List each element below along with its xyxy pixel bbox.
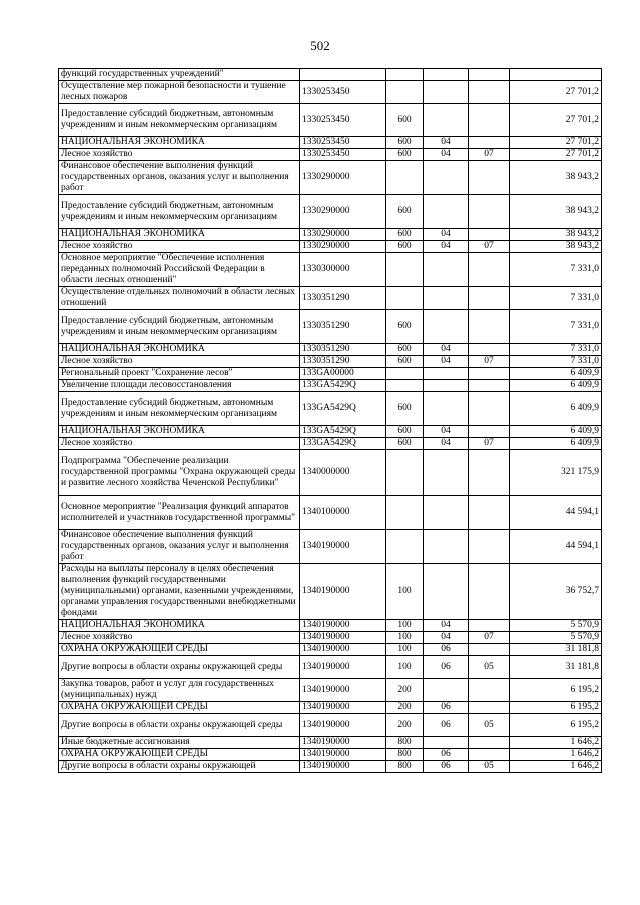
- expense-type-cell: 600: [386, 356, 424, 368]
- subsection-cell: [469, 81, 510, 104]
- table-row: [59, 438, 602, 450]
- table-row: [59, 104, 602, 137]
- expense-name-cell: Расходы на выплаты персоналу в целях обеспечения выполнения функций государственными (муниципальными) органами, казенными учреждениями, органами управления государственными внебюджетными фондами: [59, 564, 300, 620]
- table-row: [59, 679, 602, 702]
- expense-name-cell: Осуществление отдельных полномочий в области лесных отношений: [59, 287, 300, 310]
- expense-name-cell: Лесное хозяйство: [59, 241, 300, 253]
- amount-cell: 7 331,0: [510, 253, 602, 287]
- section-cell: [424, 69, 469, 81]
- subsection-cell: [469, 229, 510, 241]
- section-cell: [424, 564, 469, 620]
- amount-cell: 27 701,2: [510, 104, 602, 137]
- expense-name-cell: НАЦИОНАЛЬНАЯ ЭКОНОМИКА: [59, 137, 300, 149]
- section-cell: [424, 530, 469, 564]
- subsection-cell: 05: [469, 714, 510, 737]
- target-article-cell: 1340190000: [300, 632, 386, 644]
- section-cell: 04: [424, 620, 469, 632]
- table-row: [59, 620, 602, 632]
- expense-name-cell: НАЦИОНАЛЬНАЯ ЭКОНОМИКА: [59, 426, 300, 438]
- expense-name-cell: Подпрограмма "Обеспечение реализации государственной программы "Охрана окружающей среды и развитие лесного хозяйства Чеченской Республики": [59, 450, 300, 496]
- amount-cell: 27 701,2: [510, 149, 602, 161]
- expense-type-cell: 100: [386, 564, 424, 620]
- budget-table: [58, 68, 602, 773]
- target-article-cell: 1330290000: [300, 241, 386, 253]
- budget-table-body: [59, 69, 602, 773]
- target-article-cell: 1330253450: [300, 137, 386, 149]
- subsection-cell: [469, 426, 510, 438]
- subsection-cell: [469, 368, 510, 380]
- amount-cell: 38 943,2: [510, 241, 602, 253]
- expense-type-cell: 100: [386, 644, 424, 656]
- subsection-cell: [469, 137, 510, 149]
- expense-name-cell: Иные бюджетные ассигнования: [59, 737, 300, 749]
- section-cell: [424, 161, 469, 195]
- amount-cell: 6 409,9: [510, 392, 602, 426]
- subsection-cell: [469, 620, 510, 632]
- table-row: [59, 380, 602, 392]
- table-row: [59, 564, 602, 620]
- amount-cell: [510, 69, 602, 81]
- expense-type-cell: 600: [386, 344, 424, 356]
- expense-name-cell: Другие вопросы в области охраны окружающей: [59, 761, 300, 773]
- target-article-cell: 1330300000: [300, 253, 386, 287]
- expense-type-cell: 600: [386, 392, 424, 426]
- table-row: [59, 149, 602, 161]
- table-row: [59, 344, 602, 356]
- expense-type-cell: 200: [386, 714, 424, 737]
- section-cell: 06: [424, 644, 469, 656]
- amount-cell: 27 701,2: [510, 137, 602, 149]
- table-row: [59, 195, 602, 229]
- expense-type-cell: [386, 287, 424, 310]
- amount-cell: 1 646,2: [510, 749, 602, 761]
- section-cell: 04: [424, 426, 469, 438]
- subsection-cell: 07: [469, 356, 510, 368]
- subsection-cell: [469, 496, 510, 530]
- section-cell: [424, 287, 469, 310]
- target-article-cell: [300, 69, 386, 81]
- target-article-cell: 1330351290: [300, 310, 386, 344]
- expense-type-cell: 600: [386, 241, 424, 253]
- table-row: [59, 702, 602, 714]
- expense-type-cell: [386, 450, 424, 496]
- table-row: [59, 81, 602, 104]
- expense-name-cell: функций государственных учреждений": [59, 69, 300, 81]
- section-cell: [424, 450, 469, 496]
- subsection-cell: 05: [469, 656, 510, 679]
- expense-type-cell: 600: [386, 149, 424, 161]
- subsection-cell: [469, 679, 510, 702]
- section-cell: 04: [424, 356, 469, 368]
- expense-type-cell: 800: [386, 749, 424, 761]
- table-row: [59, 644, 602, 656]
- expense-type-cell: 600: [386, 426, 424, 438]
- expense-type-cell: [386, 161, 424, 195]
- target-article-cell: 1340190000: [300, 737, 386, 749]
- amount-cell: 44 594,1: [510, 496, 602, 530]
- subsection-cell: [469, 530, 510, 564]
- expense-type-cell: 600: [386, 310, 424, 344]
- table-row: [59, 356, 602, 368]
- table-row: [59, 737, 602, 749]
- subsection-cell: [469, 644, 510, 656]
- expense-name-cell: Увеличение площади лесовосстановления: [59, 380, 300, 392]
- expense-name-cell: Лесное хозяйство: [59, 632, 300, 644]
- amount-cell: 7 331,0: [510, 310, 602, 344]
- expense-name-cell: НАЦИОНАЛЬНАЯ ЭКОНОМИКА: [59, 229, 300, 241]
- amount-cell: 6 409,9: [510, 380, 602, 392]
- expense-type-cell: 600: [386, 195, 424, 229]
- amount-cell: 5 570,9: [510, 620, 602, 632]
- subsection-cell: [469, 380, 510, 392]
- amount-cell: 6 409,9: [510, 368, 602, 380]
- section-cell: [424, 496, 469, 530]
- table-row: [59, 496, 602, 530]
- expense-name-cell: Лесное хозяйство: [59, 149, 300, 161]
- section-cell: 04: [424, 632, 469, 644]
- section-cell: 04: [424, 229, 469, 241]
- section-cell: 04: [424, 438, 469, 450]
- expense-type-cell: 600: [386, 229, 424, 241]
- target-article-cell: 1330351290: [300, 287, 386, 310]
- expense-name-cell: Другие вопросы в области охраны окружающей среды: [59, 714, 300, 737]
- expense-type-cell: 100: [386, 632, 424, 644]
- target-article-cell: 1340190000: [300, 761, 386, 773]
- table-row: [59, 749, 602, 761]
- table-row: [59, 392, 602, 426]
- section-cell: 04: [424, 344, 469, 356]
- section-cell: 06: [424, 749, 469, 761]
- subsection-cell: [469, 392, 510, 426]
- target-article-cell: 1330253450: [300, 81, 386, 104]
- subsection-cell: 07: [469, 632, 510, 644]
- expense-name-cell: НАЦИОНАЛЬНАЯ ЭКОНОМИКА: [59, 344, 300, 356]
- expense-type-cell: 200: [386, 702, 424, 714]
- target-article-cell: 1340190000: [300, 644, 386, 656]
- expense-name-cell: Основное мероприятие "Обеспечение исполнения переданных полномочий Российской Федерации в области лесных отношений": [59, 253, 300, 287]
- subsection-cell: [469, 161, 510, 195]
- target-article-cell: 1330290000: [300, 195, 386, 229]
- subsection-cell: [469, 564, 510, 620]
- amount-cell: 6 195,2: [510, 702, 602, 714]
- subsection-cell: 07: [469, 438, 510, 450]
- page-number: 502: [310, 38, 330, 53]
- expense-type-cell: [386, 69, 424, 81]
- expense-name-cell: Закупка товаров, работ и услуг для государственных (муниципальных) нужд: [59, 679, 300, 702]
- target-article-cell: 1330351290: [300, 356, 386, 368]
- section-cell: 06: [424, 761, 469, 773]
- table-row: [59, 761, 602, 773]
- expense-type-cell: 100: [386, 620, 424, 632]
- target-article-cell: 1340100000: [300, 496, 386, 530]
- amount-cell: 7 331,0: [510, 287, 602, 310]
- expense-name-cell: Лесное хозяйство: [59, 438, 300, 450]
- expense-name-cell: ОХРАНА ОКРУЖАЮЩЕЙ СРЕДЫ: [59, 644, 300, 656]
- expense-name-cell: ОХРАНА ОКРУЖАЮЩЕЙ СРЕДЫ: [59, 749, 300, 761]
- amount-cell: 38 943,2: [510, 195, 602, 229]
- target-article-cell: 1330290000: [300, 161, 386, 195]
- amount-cell: 1 646,2: [510, 761, 602, 773]
- table-row: [59, 426, 602, 438]
- subsection-cell: [469, 450, 510, 496]
- expense-type-cell: 100: [386, 656, 424, 679]
- amount-cell: 6 195,2: [510, 714, 602, 737]
- target-article-cell: 1340190000: [300, 564, 386, 620]
- expense-name-cell: Лесное хозяйство: [59, 356, 300, 368]
- subsection-cell: [469, 287, 510, 310]
- amount-cell: 6 409,9: [510, 438, 602, 450]
- expense-type-cell: [386, 530, 424, 564]
- amount-cell: 36 752,7: [510, 564, 602, 620]
- target-article-cell: 1340190000: [300, 620, 386, 632]
- expense-type-cell: [386, 368, 424, 380]
- target-article-cell: 133GA5429Q: [300, 438, 386, 450]
- section-cell: [424, 81, 469, 104]
- section-cell: 06: [424, 702, 469, 714]
- section-cell: 04: [424, 149, 469, 161]
- subsection-cell: [469, 737, 510, 749]
- amount-cell: 44 594,1: [510, 530, 602, 564]
- target-article-cell: 1330253450: [300, 149, 386, 161]
- section-cell: 04: [424, 137, 469, 149]
- expense-name-cell: Другие вопросы в области охраны окружающей среды: [59, 656, 300, 679]
- amount-cell: 5 570,9: [510, 632, 602, 644]
- subsection-cell: [469, 749, 510, 761]
- amount-cell: 7 331,0: [510, 344, 602, 356]
- expense-name-cell: ОХРАНА ОКРУЖАЮЩЕЙ СРЕДЫ: [59, 702, 300, 714]
- section-cell: 06: [424, 656, 469, 679]
- expense-type-cell: 600: [386, 137, 424, 149]
- section-cell: [424, 104, 469, 137]
- expense-type-cell: 200: [386, 679, 424, 702]
- table-row: [59, 69, 602, 81]
- section-cell: 04: [424, 241, 469, 253]
- table-row: [59, 530, 602, 564]
- expense-type-cell: [386, 253, 424, 287]
- expense-type-cell: 600: [386, 438, 424, 450]
- section-cell: [424, 380, 469, 392]
- target-article-cell: 1340190000: [300, 749, 386, 761]
- subsection-cell: 07: [469, 241, 510, 253]
- target-article-cell: 1330290000: [300, 229, 386, 241]
- expense-name-cell: Осуществление мер пожарной безопасности и тушение лесных пожаров: [59, 81, 300, 104]
- target-article-cell: 133GA5429Q: [300, 426, 386, 438]
- subsection-cell: [469, 702, 510, 714]
- section-cell: [424, 310, 469, 344]
- table-row: [59, 656, 602, 679]
- expense-type-cell: [386, 380, 424, 392]
- section-cell: [424, 392, 469, 426]
- expense-type-cell: 800: [386, 737, 424, 749]
- amount-cell: 321 175,9: [510, 450, 602, 496]
- section-cell: [424, 737, 469, 749]
- section-cell: [424, 253, 469, 287]
- table-row: [59, 287, 602, 310]
- target-article-cell: 1330253450: [300, 104, 386, 137]
- section-cell: [424, 195, 469, 229]
- table-row: [59, 368, 602, 380]
- expense-name-cell: НАЦИОНАЛЬНАЯ ЭКОНОМИКА: [59, 620, 300, 632]
- expense-name-cell: Предоставление субсидий бюджетным, автономным учреждениям и иным некоммерческим организациям: [59, 195, 300, 229]
- target-article-cell: 1340190000: [300, 679, 386, 702]
- table-row: [59, 137, 602, 149]
- section-cell: 06: [424, 714, 469, 737]
- expense-name-cell: Финансовое обеспечение выполнения функций государственных органов, оказания услуг и выполнения работ: [59, 161, 300, 195]
- expense-name-cell: Предоставление субсидий бюджетным, автономным учреждениям и иным некоммерческим организациям: [59, 392, 300, 426]
- table-row: [59, 161, 602, 195]
- subsection-cell: [469, 195, 510, 229]
- expense-name-cell: Региональный проект "Сохранение лесов": [59, 368, 300, 380]
- table-row: [59, 253, 602, 287]
- section-cell: [424, 368, 469, 380]
- expense-name-cell: Предоставление субсидий бюджетным, автономным учреждениям и иным некоммерческим организациям: [59, 310, 300, 344]
- amount-cell: 31 181,8: [510, 644, 602, 656]
- target-article-cell: 133GA00000: [300, 368, 386, 380]
- target-article-cell: 1340000000: [300, 450, 386, 496]
- amount-cell: 38 943,2: [510, 161, 602, 195]
- target-article-cell: 1330351290: [300, 344, 386, 356]
- table-row: [59, 450, 602, 496]
- amount-cell: 6 409,9: [510, 426, 602, 438]
- target-article-cell: 1340190000: [300, 714, 386, 737]
- expense-name-cell: Финансовое обеспечение выполнения функций государственных органов, оказания услуг и выполнения работ: [59, 530, 300, 564]
- expense-type-cell: [386, 496, 424, 530]
- target-article-cell: 1340190000: [300, 702, 386, 714]
- subsection-cell: 05: [469, 761, 510, 773]
- section-cell: [424, 679, 469, 702]
- table-row: [59, 632, 602, 644]
- subsection-cell: 07: [469, 149, 510, 161]
- expense-type-cell: 600: [386, 104, 424, 137]
- target-article-cell: 133GA5429Q: [300, 380, 386, 392]
- target-article-cell: 133GA5429Q: [300, 392, 386, 426]
- table-row: [59, 310, 602, 344]
- subsection-cell: [469, 104, 510, 137]
- target-article-cell: 1340190000: [300, 656, 386, 679]
- amount-cell: 31 181,8: [510, 656, 602, 679]
- expense-name-cell: Предоставление субсидий бюджетным, автономным учреждениям и иным некоммерческим организациям: [59, 104, 300, 137]
- amount-cell: 27 701,2: [510, 81, 602, 104]
- table-row: [59, 241, 602, 253]
- subsection-cell: [469, 253, 510, 287]
- amount-cell: 6 195,2: [510, 679, 602, 702]
- subsection-cell: [469, 69, 510, 81]
- amount-cell: 1 646,2: [510, 737, 602, 749]
- expense-type-cell: 800: [386, 761, 424, 773]
- amount-cell: 7 331,0: [510, 356, 602, 368]
- expense-type-cell: [386, 81, 424, 104]
- target-article-cell: 1340190000: [300, 530, 386, 564]
- subsection-cell: [469, 310, 510, 344]
- subsection-cell: [469, 344, 510, 356]
- expense-name-cell: Основное мероприятие "Реализация функций аппаратов исполнителей и участников государственной программы": [59, 496, 300, 530]
- amount-cell: 38 943,2: [510, 229, 602, 241]
- table-row: [59, 229, 602, 241]
- table-row: [59, 714, 602, 737]
